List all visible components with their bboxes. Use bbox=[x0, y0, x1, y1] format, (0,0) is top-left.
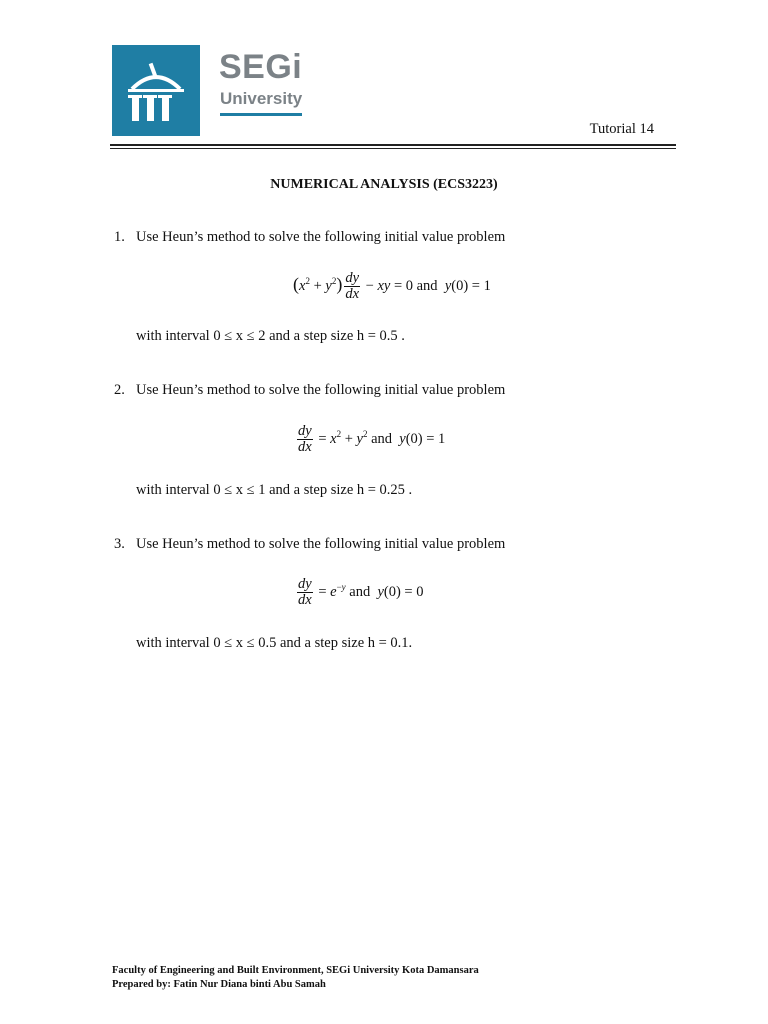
question-1-number: 1. bbox=[114, 229, 125, 245]
logo-subtitle: University bbox=[220, 89, 303, 108]
question-2-interval: with interval 0 ≤ x ≤ 1 and a step size h = 0.25 . bbox=[136, 482, 413, 498]
question-1-equation: $(x^2 + y^2)$ $\frac{dy}{dx}$ − xy = 0 and y(0) = 1 bbox=[293, 270, 491, 303]
document-title: NUMERICAL ANALYSIS (ECS3223) bbox=[270, 177, 498, 192]
footer-prepared-by: Prepared by: Fatin Nur Diana binti Abu Samah bbox=[112, 979, 326, 990]
footer-faculty: Faculty of Engineering and Built Environment, SEGi University Kota Damansara bbox=[112, 965, 479, 976]
question-1-text: Use Heun’s method to solve the following initial value problem bbox=[136, 229, 506, 245]
logo-wordmark: SEGi bbox=[219, 48, 303, 86]
question-2-text: Use Heun’s method to solve the following initial value problem bbox=[136, 382, 506, 398]
question-3-interval: with interval 0 ≤ x ≤ 0.5 and a step size h = 0.1. bbox=[136, 635, 413, 651]
question-3-equation: $\frac{dy}{dx}$ = $e^{-y}$ and y(0) = 0 bbox=[298, 576, 424, 609]
question-1-interval: with interval 0 ≤ x ≤ 2 and a step size h = 0.5 . bbox=[136, 328, 405, 344]
question-3-text: Use Heun’s method to solve the following initial value problem bbox=[136, 536, 506, 552]
header-rule-thin bbox=[110, 148, 676, 149]
question-2-equation: $\frac{dy}{dx}$ = $x^2 + y^2$ and y(0) = 1 bbox=[298, 423, 446, 456]
header-rule bbox=[110, 144, 676, 146]
tutorial-number: Tutorial 14 bbox=[589, 121, 654, 137]
logo-underline bbox=[220, 113, 302, 116]
university-logo bbox=[112, 45, 200, 136]
question-2-number: 2. bbox=[114, 382, 125, 398]
building-icon bbox=[112, 45, 200, 136]
question-3-number: 3. bbox=[114, 536, 125, 552]
